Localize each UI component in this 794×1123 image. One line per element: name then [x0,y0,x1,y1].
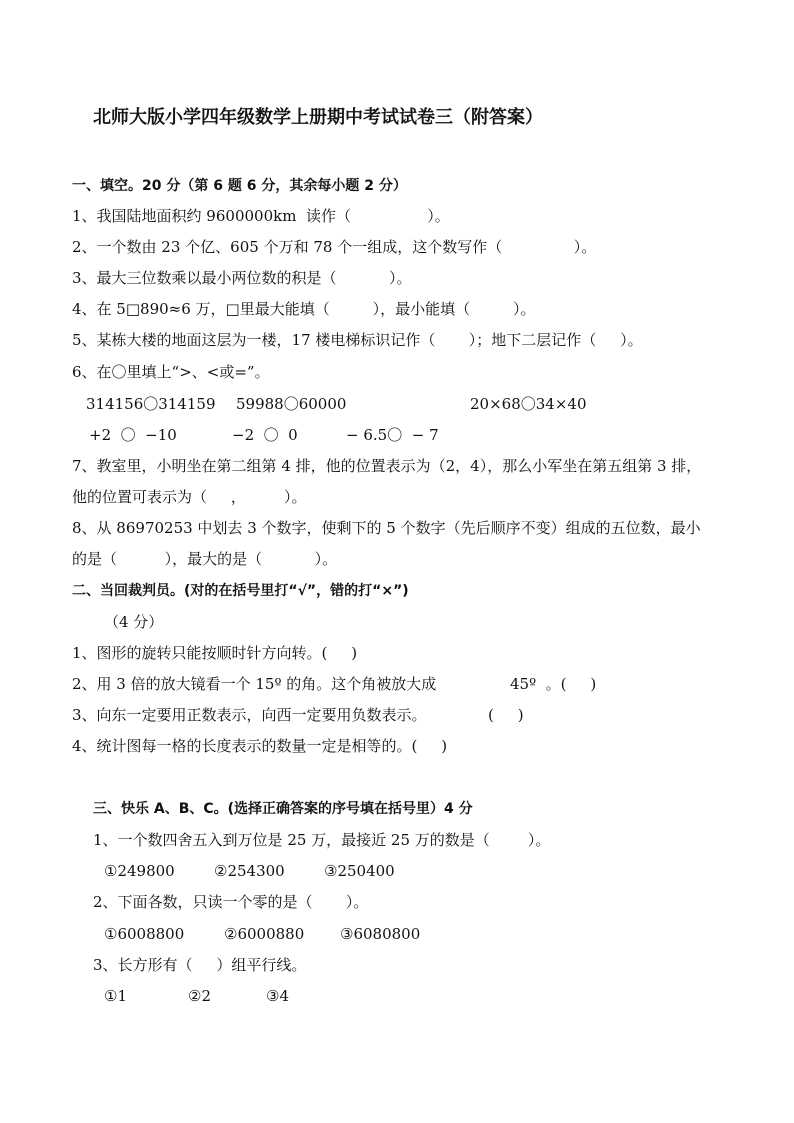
question-1-8-line-1: 8、从 86970253 中划去 3 个数字，使剩下的 5 个数字（先后顺序不变）组成的五位数，最小 [72,519,701,537]
question-2-2-answer: 45º 。( ) [510,675,597,693]
choice-3-3-c: ③4 [266,987,289,1005]
question-2-4: 4、统计图每一格的长度表示的数量一定是相等的。( ) [72,737,448,755]
choice-3-2-b: ②6000880 [224,925,305,943]
question-3-3: 3、长方形有（ ）组平行线。 [93,956,307,974]
compare-item-1: 314156〇314159 [86,395,216,413]
question-2-3-answer: ( ) [488,706,524,724]
compare-item-3: 20×68〇34×40 [470,395,587,413]
compare-item-6: − 6.5〇 − 7 [346,426,439,444]
choice-3-1-a: ①249800 [104,862,175,880]
section-heading-judge: 二、当回裁判员。(对的在括号里打“√”，错的打“×”) [72,583,409,599]
question-1-5: 5、某栋大楼的地面这层为一楼，17 楼电梯标识记作（ ）；地下二层记作（ ）。 [72,331,643,349]
compare-item-5: −2 〇 0 [232,426,298,444]
question-3-2: 2、下面各数，只读一个零的是（ ）。 [93,893,369,911]
choice-3-3-b: ②2 [188,987,211,1005]
question-1-1: 1、我国陆地面积约 9600000km 读作（ ）。 [72,207,450,225]
choice-3-2-c: ③6080800 [340,925,421,943]
question-1-2: 2、一个数由 23 个亿、605 个万和 78 个一组成，这个数写作（ ）。 [72,238,597,256]
choice-3-1-c: ③250400 [324,862,395,880]
question-1-3: 3、最大三位数乘以最小两位数的积是（ ）。 [72,269,412,287]
question-2-1: 1、图形的旋转只能按顺时针方向转。( ) [72,644,358,662]
section-heading-choice: 三、快乐 A、B、C。(选择正确答案的序号填在括号里）4 分 [93,801,473,817]
choice-3-3-a: ①1 [104,987,127,1005]
compare-item-4: +2 〇 −10 [89,426,177,444]
question-3-1: 1、一个数四舍五入到万位是 25 万，最接近 25 万的数是（ ）。 [93,831,551,849]
choice-3-2-a: ①6008800 [104,925,185,943]
exam-title: 北师大版小学四年级数学上册期中考试试卷三（附答案） [93,107,543,128]
choice-3-1-b: ②254300 [214,862,285,880]
question-1-4: 4、在 5□890≈6 万，□里最大能填（ ），最小能填（ ）。 [72,300,536,318]
question-2-2: 2、用 3 倍的放大镜看一个 15º 的角。这个角被放大成 [72,675,437,693]
question-1-6: 6、在〇里填上“>、<或=”。 [72,363,270,381]
question-2-3: 3、向东一定要用正数表示，向西一定要用负数表示。 [72,706,427,724]
question-1-7-line-1: 7、教室里，小明坐在第二组第 4 排，他的位置表示为（2，4），那么小军坐在第五组第 3 排， [72,457,702,475]
compare-item-2: 59988〇60000 [236,395,347,413]
section-2-score: （4 分） [104,613,164,631]
question-1-8-line-2: 的是（ ），最大的是（ ）。 [72,550,338,568]
section-heading-fill-in: 一、填空。20 分（第 6 题 6 分，其余每小题 2 分） [72,178,407,194]
question-1-7-line-2: 他的位置可表示为（ ， ）。 [72,488,307,506]
